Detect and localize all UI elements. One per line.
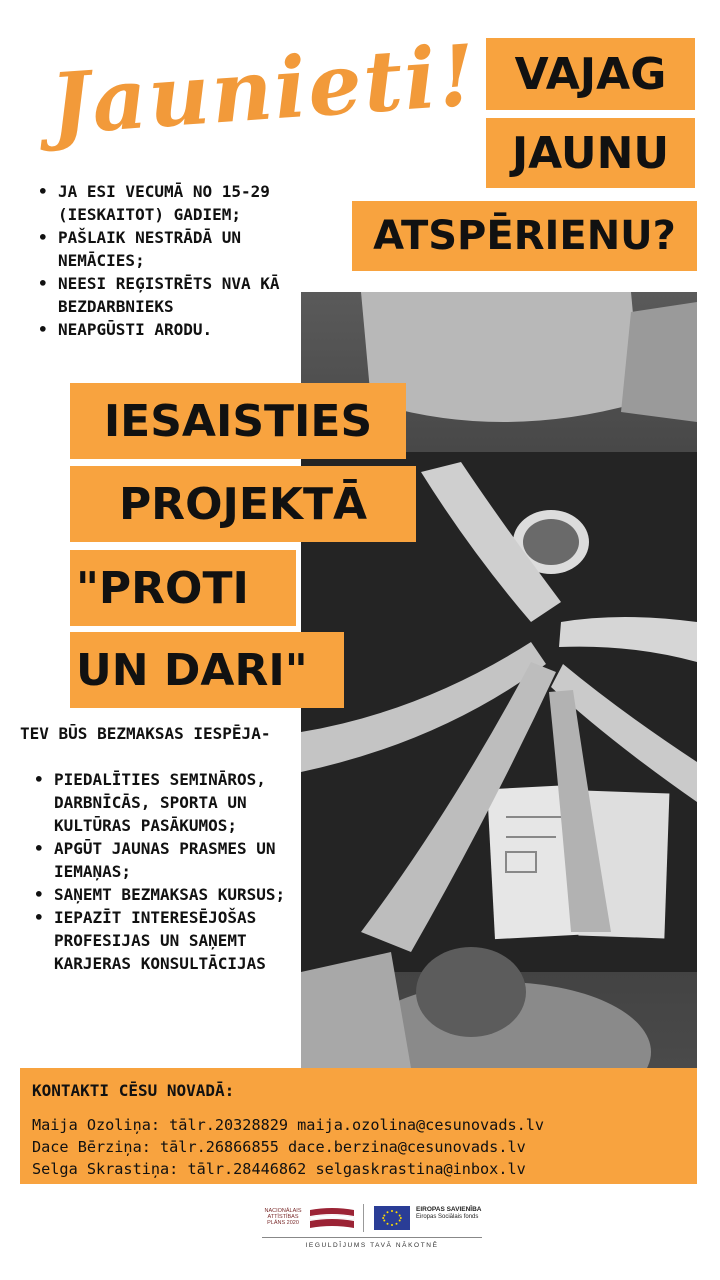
offer-item: • APGŪT JAUNAS PRASMES UN IEMAŅAS;	[34, 837, 302, 883]
requirement-item: • PAŠLAIK NESTRĀDĀ UN NEMĀCIES;	[34, 226, 296, 272]
offer-intro: TEV BŪS BEZMAKSAS IESPĒJA-	[20, 724, 271, 743]
requirement-item: • NEESI REĢISTRĒTS NVA KĀ BEZDARBNIEKS	[34, 272, 296, 318]
project-line-4: UN DARI"	[70, 632, 344, 708]
contact-line: Dace Bērziņa: tālr.26866855 dace.berzina@cesunovads.lv	[32, 1138, 526, 1156]
offer-item: • SAŅEMT BEZMAKSAS KURSUS;	[34, 883, 302, 906]
headline-question-line-1: VAJAG	[486, 38, 695, 110]
eu-title: EIROPAS SAVIENĪBA	[416, 1206, 482, 1213]
contact-line: Selga Skrastiņa: tālr.28446862 selgaskrastina@inbox.lv	[32, 1160, 526, 1178]
latvian-flag-icon	[308, 1206, 356, 1232]
headline-question-line-3: ATSPĒRIENU?	[352, 201, 697, 271]
offer-item: • IEPAZĪT INTERESĒJOŠAS PROFESIJAS UN SAŅEMT KARJERAS KONSULTĀCIJAS	[34, 906, 302, 975]
eu-fund: Eiropas Sociālais fonds	[416, 1214, 479, 1220]
eu-flag-icon	[374, 1206, 410, 1230]
project-line-3: "PROTI	[70, 550, 296, 626]
footer-slogan: IEGULDĪJUMS TAVĀ NĀKOTNĒ	[305, 1242, 439, 1249]
requirement-item: • NEAPGŪSTI ARODU.	[34, 318, 296, 341]
logo-divider	[363, 1204, 364, 1232]
headline-script: Jaunieti!	[47, 25, 481, 154]
footer-divider	[262, 1237, 482, 1238]
project-line-2: PROJEKTĀ	[70, 466, 416, 542]
requirements-list	[34, 180, 296, 341]
footer-logos	[0, 1200, 720, 1260]
contacts-box	[20, 1068, 697, 1184]
offer-item: • PIEDALĪTIES SEMINĀROS, DARBNĪCĀS, SPORTA UN KULTŪRAS PASĀKUMOS;	[34, 768, 302, 837]
eu-logo-text	[416, 1206, 482, 1221]
project-line-1: IESAISTIES	[70, 383, 406, 459]
contacts-title: KONTAKTI CĒSU NOVADĀ:	[32, 1081, 235, 1100]
offer-list	[34, 768, 302, 975]
requirement-item: • JA ESI VECUMĀ NO 15-29 (IESKAITOT) GADIEM;	[34, 180, 296, 226]
contact-line: Maija Ozoliņa: tālr.20328829 maija.ozolina@cesunovads.lv	[32, 1116, 545, 1134]
nap-logo-text: NACIONĀLAIS ATTĪSTĪBAS PLĀNS 2020	[264, 1208, 302, 1226]
headline-question-line-2: JAUNU	[486, 118, 695, 188]
